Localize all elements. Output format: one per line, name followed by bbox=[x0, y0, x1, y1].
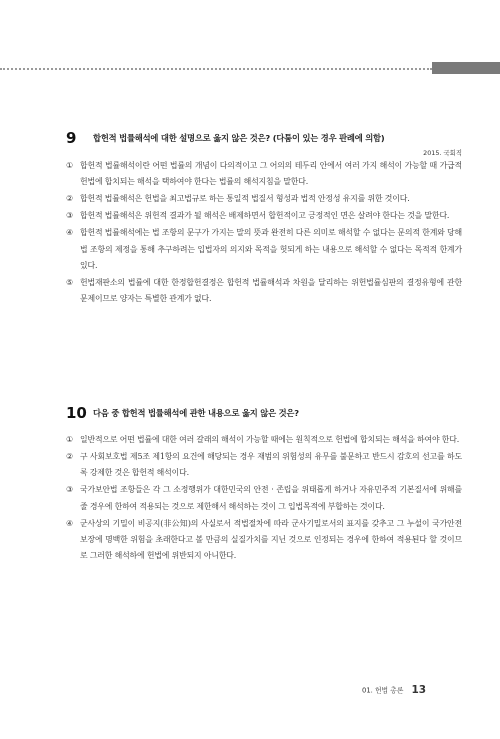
question-number: 9 bbox=[66, 129, 77, 147]
header-tab-block bbox=[432, 62, 500, 74]
question-header bbox=[66, 129, 462, 147]
option-marker: ② bbox=[66, 194, 74, 204]
option-text: 군사상의 기밀이 비공지(非公知)의 사실로서 적법절차에 따라 군사기밀로서의 표지를 갖추고 그 누설이 국가안전보장에 명백한 위험을 초래한다고 볼 만큼의 실질가치를 지닌 것으로 인정되는 경우에 한하여 적용된다 할 것이므로 그러한 해석하에 헌법에 위반되지 아니한다. bbox=[80, 518, 462, 561]
question-source: 2015. 국회직 bbox=[423, 149, 462, 157]
option-item bbox=[66, 208, 462, 224]
option-text: 일반적으로 어떤 법률에 대한 여러 갈래의 해석이 가능할 때에는 원칙적으로 헌법에 합치되는 해석을 하여야 한다. bbox=[80, 435, 460, 444]
option-text: 합헌적 법률해석은 위헌적 결과가 될 해석은 배제하면서 합헌적이고 긍정적인 면은 살려야 한다는 것을 말한다. bbox=[80, 211, 450, 221]
option-item bbox=[66, 158, 462, 191]
option-text: 합헌적 법률해석은 헌법을 최고법규로 하는 통일적 법질서 형성과 법적 안정성 유지를 위한 것이다. bbox=[80, 194, 410, 204]
option-marker: ③ bbox=[66, 485, 74, 495]
option-text: 국가보안법 조항들은 각 그 소정행위가 대한민국의 안전 · 존립을 위태롭게 하거나 자유민주적 기본질서에 위해를 줄 경우에 한하여 적용되는 것으로 제한해서 해석하는 것이 그 입법목적에 부합하는 것이다. bbox=[80, 485, 462, 511]
option-text: 합헌적 법률해석이란 어떤 법률의 개념이 다의적이고 그 어의의 테두리 안에서 여러 가지 해석이 가능할 때 가급적 헌법에 합치되는 해석을 택하여야 한다는 법률의 해석지침을 말한다. bbox=[80, 161, 462, 187]
option-item bbox=[66, 191, 462, 207]
option-list bbox=[66, 432, 462, 565]
question-stem: 다음 중 합헌적 법률해석에 관한 내용으로 옳지 않은 것은? bbox=[93, 408, 299, 418]
option-marker: ③ bbox=[66, 211, 74, 221]
question-number: 10 bbox=[66, 404, 87, 422]
option-item bbox=[66, 275, 462, 308]
option-marker: ⑤ bbox=[66, 277, 74, 287]
question-stem: 합헌적 법률해석에 대한 설명으로 옳지 않은 것은? (다툼이 있는 경우 판례에 의함) bbox=[93, 133, 385, 143]
page-number: 13 bbox=[411, 683, 427, 696]
page-footer bbox=[362, 679, 426, 695]
option-marker: ① bbox=[66, 161, 74, 170]
question-9 bbox=[66, 129, 462, 308]
option-item bbox=[66, 516, 462, 565]
option-item bbox=[66, 225, 462, 274]
option-marker: ④ bbox=[66, 518, 74, 528]
option-marker: ④ bbox=[66, 228, 74, 238]
option-marker: ① bbox=[66, 435, 74, 444]
option-list bbox=[66, 158, 462, 308]
header-dotted-rule bbox=[0, 68, 432, 70]
option-item bbox=[66, 432, 462, 448]
option-marker: ② bbox=[66, 451, 74, 461]
option-text: 합헌적 법률해석에는 법 조항의 문구가 가지는 말의 뜻과 완전히 다른 의미로 해석할 수 없다는 문의적 한계와 당해 법 조항의 제정을 통해 추구하려는 입법자의 의지와 목적을 헛되게 하는 내용으로 해석할 수 없다는 목적적 한계가 있다. bbox=[80, 228, 462, 270]
option-item bbox=[66, 482, 462, 515]
footer-chapter: 01. 헌법 총론 bbox=[362, 686, 404, 695]
option-item bbox=[66, 449, 462, 482]
option-text: 구 사회보호법 제5조 제1항의 요건에 해당되는 경우 재범의 위험성의 유무를 불문하고 반드시 감호의 선고를 하도록 강제한 것은 합헌적 해석이다. bbox=[80, 451, 462, 478]
question-header bbox=[66, 404, 462, 422]
question-10 bbox=[66, 404, 462, 565]
option-text: 헌법재판소의 법률에 대한 한정합헌결정은 합헌적 법률해석과 차원을 달리하는 위헌법률심판의 결정유형에 관한 문제이므로 양자는 특별한 관계가 없다. bbox=[80, 277, 462, 304]
